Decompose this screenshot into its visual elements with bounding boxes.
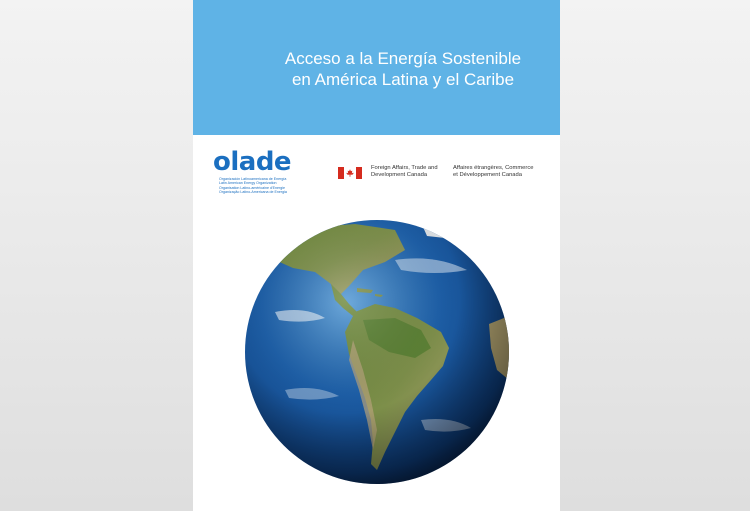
canada-english-line-2: Development Canada (371, 172, 428, 178)
title-line-2: en América Latina y el Caribe (291, 70, 515, 89)
olade-subtitle-line: Organização Latino-Americana de Energia (219, 190, 287, 195)
document-cover (193, 0, 560, 511)
canada-flag-icon (338, 167, 362, 179)
canada-french-name (453, 165, 553, 179)
earth-globe-image (245, 220, 509, 484)
canada-english-name (371, 165, 441, 179)
canada-french-line-2: et Développement Canada (453, 172, 522, 178)
olade-subtitle-line: Organisation Latino-américaine d'Energie (219, 185, 286, 190)
document-title (253, 48, 553, 90)
olade-logo (213, 148, 313, 208)
olade-subtitle-line: Latin American Energy Organization (219, 181, 277, 186)
olade-subtitle (219, 177, 319, 195)
title-line-1: Acceso a la Energía Sostenible (284, 49, 522, 68)
olade-logo-text: olade (213, 147, 292, 177)
canada-logo (338, 163, 553, 185)
canada-french-line-1: Affaires étrangères, Commerce (453, 165, 534, 171)
canada-english-line-1: Foreign Affairs, Trade and (371, 165, 438, 171)
title-banner (193, 0, 560, 135)
olade-subtitle-line: Organización Latinoamericana de Energía (219, 177, 287, 181)
